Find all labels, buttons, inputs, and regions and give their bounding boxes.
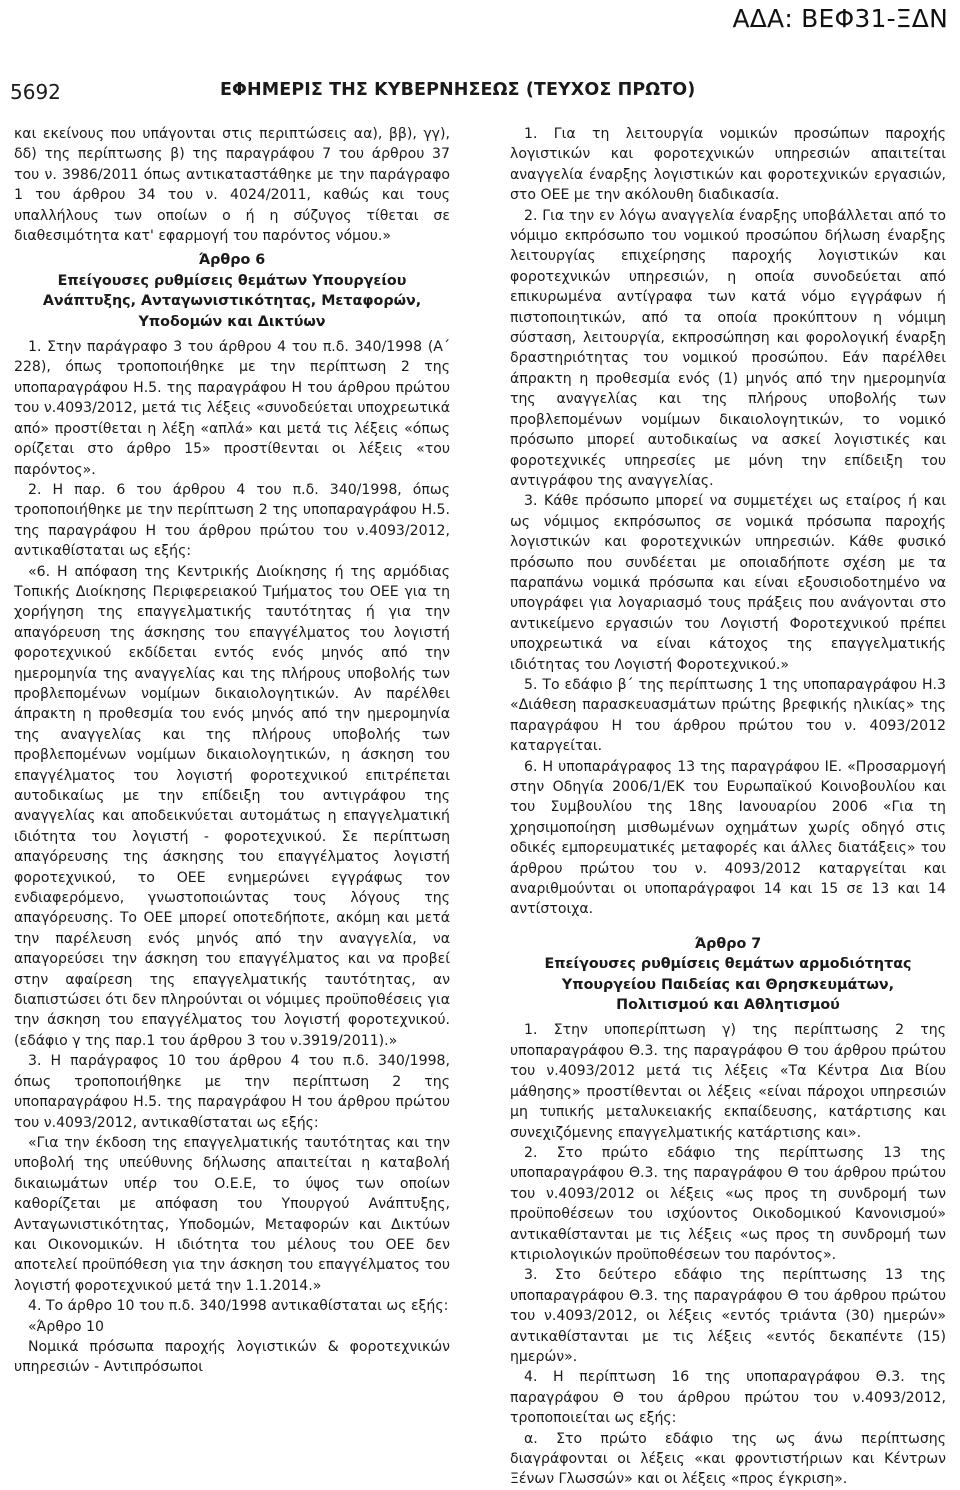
intro-paragraph: και εκείνους που υπάγονται στις περιπτώσεις αα), ββ), γγ), δδ) της περίπτωσης β) της παραγράφου 7 του άρθρου 37 του ν. 3986/2011 όπως αντικαταστάθηκε με την παράγραφο 1 του άρθρου 34 του ν. 4024/2011, καθώς και τους υπαλλήλους των οποίων ο ή η σύζυγος τίθεται σε διαθεσιμότητα κατ' εφαρμογή του παρόντος νόμου.»	[14, 126, 450, 245]
paragraph: 4. Το άρθρο 10 του π.δ. 340/1998 αντικαθίσταται ως εξής:	[28, 1298, 449, 1315]
article-7-title-line1: Επείγουσες ρυθμίσεις θεμάτων αρμοδιότητας	[544, 956, 912, 973]
paragraph: 3. Η παράγραφος 10 του άρθρου 4 του π.δ. 340/1998, όπως τροποποιήθηκε με την περίπτωση 2 της υποπαραγράφου Η.5. της παραγράφου Η του άρθρου πρώτου του ν.4093/2012, αντικαθίσταται ως εξής:	[14, 1053, 450, 1131]
paragraph: 6. Η υποπαράγραφος 13 της παραγράφου ΙΕ. «Προσαρμογή στην Οδηγία 2006/1/ΕΚ του Ευρωπαϊκού Κοινοβουλίου και του Συμβουλίου της 18ης Ιανουαρίου 2006 «Για τη χρησιμοποίηση μισθωμένων οχημάτων χωρίς οδηγό στις οδικές εμπορευματικές μεταφορές και άλλες διατάξεις» του άρθρου πρώτου του ν. 4093/2012 καταργείται και αναριθμούνται οι υποπαράγραφοι 14 και 15 σε 13 και 14 αντίστοιχα.	[510, 758, 946, 918]
paragraph: 4. Η περίπτωση 16 της υποπαραγράφου Θ.3. της παραγράφου Θ του άρθρου πρώτου του ν.4093/2012, τροποποιείται ως εξής:	[510, 1369, 946, 1427]
paragraph: 1. Στην παράγραφο 3 του άρθρου 4 του π.δ. 340/1998 (Α΄ 228), όπως τροποποιήθηκε με την περίπτωση 2 της υποπαραγράφου Η.5. της παραγράφου Η του άρθρου πρώτου του ν.4093/2012, μετά τις λέξεις «συνοδεύεται υποχρεωτικά από» προστίθεται η λέξη «απλά» και μετά τις λέξεις «όπως ορίζεται στο άρθρο 15» προστίθενται οι λέξεις «του παρόντος».	[14, 339, 450, 478]
article-6-heading	[14, 250, 450, 332]
article-7-title-line2: Υπουργείου Παιδείας και Θρησκευμάτων,	[561, 976, 895, 993]
right-column	[510, 124, 946, 1490]
article-7-title-line3: Πολιτισμού και Αθλητισμού	[616, 997, 840, 1014]
paragraph: 3. Στο δεύτερο εδάφιο της περίπτωσης 13 της υποπαραγράφου Θ.3. της παραγράφου Θ του άρθρου πρώτου του ν.4093/2012, οι λέξεις «εντός τριάντα (30) ημερών» αντικαθίστανται με τις λέξεις «εντός δεκαπέντε (15) ημερών».	[510, 1267, 946, 1365]
ada-identifier: ΑΔΑ: ΒΕΦ31-ΞΔΝ	[732, 4, 948, 33]
paragraph: 2. Στο πρώτο εδάφιο της περίπτωσης 13 της υποπαραγράφου Θ.3. της παραγράφου Θ του άρθρου πρώτου του ν.4093/2012 οι λέξεις «ως προς τη συνδρομή των προϋποθέσεων του ισχύοντος Οικοδομικού Κανονισμού» αντικαθίστανται με τις λέξεις «ως προς τη συνδρομή των κτιριολογικών προϋποθέσεων του παρόντος».	[510, 1144, 946, 1263]
quoted-article-number: «Άρθρο 10	[28, 1318, 104, 1335]
quoted-paragraph: «Για την έκδοση της επαγγελματικής ταυτότητας και την υποβολή της υπεύθυνης δήλωσης απαιτείται η καταβολή δικαιωμάτων υπέρ του Ο.Ε.Ε, το ύψος των οποίων καθορίζεται με απόφαση του Υπουργού Ανάπτυξης, Ανταγωνιστικότητας, Υποδομών, Μεταφορών και Δικτύων και Οικονομικών. Η ιδιότητα του μέλους του ΟΕΕ δεν αποτελεί προϋπόθεση για την άσκηση του επαγγέλματος του λογιστή φοροτεχνικού μετά την 1.1.2014.»	[14, 1134, 450, 1294]
paragraph: 1. Για τη λειτουργία νομικών προσώπων παροχής λογιστικών και φοροτεχνικών υπηρεσιών απαιτείται αναγγελία έναρξης λογιστικών και φοροτεχνικών εργασιών, στο ΟΕΕ με την ακόλουθη διαδικασία.	[510, 126, 946, 204]
gazette-title: ΕΦΗΜΕΡΙΣ ΤΗΣ ΚΥΒΕΡΝΗΣΕΩΣ (ΤΕΥΧΟΣ ΠΡΩΤΟ)	[220, 80, 696, 100]
paragraph: α. Στο πρώτο εδάφιο της ως άνω περίπτωσης διαγράφονται οι λέξεις «και φροντιστήριων και Κέντρων Ξένων Γλωσσών» και οι λέξεις «προς έγκριση».	[510, 1430, 946, 1488]
page-header	[0, 80, 960, 108]
article-6-title-line3: Υποδομών και Δικτύων	[138, 313, 326, 330]
paragraph: 2. Η παρ. 6 του άρθρου 4 του π.δ. 340/1998, όπως τροποποιήθηκε με την περίπτωση 2 της υποπαραγράφου Η.5. της παραγράφου Η του άρθρου πρώτου του ν.4093/2012, αντικαθίσταται ως εξής:	[14, 481, 450, 560]
paragraph: 2. Για την εν λόγω αναγγελία έναρξης υποβάλλεται από το νόμιμο εκπρόσωπο του νομικού προσώπου δήλωση έναρξης λειτουργίας επιχείρησης παροχής λογιστικών και φοροτεχνικών υπηρεσιών, η οποία συνοδεύεται από επικυρωμένα αντίγραφα των κατά νόμο εγγράφων ή πιστοποιητικών, από τα οποία προκύπτουν η νόμιμη σύσταση, λειτουργία, εκπροσώπηση και φορολογική έναρξη δραστηριότητας του νομικού προσώπου. Εάν παρέλθει άπρακτη η προθεσμία ενός (1) μηνός από την ημερομηνία της αναγγελίας και της πλήρους υποβολής των προβλεπομένων νομίμων δικαιολογητικών, το νομικό πρόσωπο μπορεί αυτοδικαίως να ασκεί λογιστικές και φοροτεχνικές υπηρεσίες με μόνη την επίδειξη του αντιγράφου της αναγγελίας.	[510, 207, 946, 489]
article-7-number: Άρθρο 7	[694, 935, 762, 952]
article-6-title-line2: Ανάπτυξης, Ανταγωνιστικότητας, Μεταφορών,	[42, 293, 422, 310]
quoted-article-title: Νομικά πρόσωπα παροχής λογιστικών & φοροτεχνικών υπηρεσιών - Αντιπρόσωποι	[14, 1338, 450, 1376]
left-column	[14, 124, 450, 1378]
article-6-number: Άρθρο 6	[198, 252, 266, 269]
paragraph: 5. Το εδάφιο β΄ της περίπτωσης 1 της υποπαραγράφου Η.3 «Διάθεση παρασκευασμάτων πρώτης βρεφικής ηλικίας» της παραγράφου Η του άρθρου πρώτου του ν. 4093/2012 καταργείται.	[510, 676, 946, 755]
page-number: 5692	[10, 80, 61, 104]
article-7-heading	[510, 934, 946, 1016]
paragraph: 3. Κάθε πρόσωπο μπορεί να συμμετέχει ως εταίρος ή και ως νόμιμος εκπρόσωπος σε νομικά πρόσωπα παροχής λογιστικών και φοροτεχνικών υπηρεσιών. Κάθε φυσικό πρόσωπο που συνδέεται με οποιαδήποτε σχέση με τα παραπάνω νομικά πρόσωπα και είναι εξουσιοδοτημένο να υπογράφει για λογαριασμό τους πράξεις που ανάγονται στο αντικείμενο εργασιών του Λογιστή Φοροτεχνικού πρέπει υποχρεωτικά να είναι κάτοχος της επαγγελματικής ιδιότητας του Λογιστή Φοροτεχνικού.»	[510, 493, 946, 673]
paragraph: 1. Στην υποπερίπτωση γ) της περίπτωσης 2 της υποπαραγράφου Θ.3. της παραγράφου Θ του άρθρου πρώτου του ν.4093/2012 μετά τις λέξεις «Τα Κέντρα Δια Βίου μάθησης» προστίθενται οι λέξεις «είναι πάροχοι υπηρεσιών μη τυπικής μεταλυκειακής εκπαίδευσης, κατάρτισης και συνεχιζόμενης επαγγελματικής κατάρτισης και».	[510, 1022, 946, 1141]
article-6-title-line1: Επείγουσες ρυθμίσεις θεμάτων Υπουργείου	[57, 272, 407, 289]
quoted-paragraph: «6. Η απόφαση της Κεντρικής Διοίκησης ή της αρμόδιας Τοπικής Διοίκησης Περιφερειακού Τμήματος του ΟΕΕ για τη χορήγηση της επαγγελματικής ταυτότητας ή για την απαγόρευση της άσκησης του επαγγέλματος του λογιστή φοροτεχνικού εκδίδεται εντός ενός μηνός από την ημερομηνία της αναγγελίας και της πλήρους υποβολής των προβλεπομένων νομίμων δικαιολογητικών. Αν παρέλθει άπρακτη η προθεσμία του ενός μηνός από την ημερομηνία της αναγγελίας και της πλήρους υποβολής των προβλεπομένων νομίμων δικαιολογητικών, η άσκηση του επαγγέλματος του λογιστή φοροτεχνικού επιτρέπεται αυτοδικαίως με την επίδειξη του αντιγράφου της αναγγελίας και αποδεικνύεται αυτομάτως η επαγγελματική ιδιότητα του λογιστή - φοροτεχνικού. Σε περίπτωση απαγόρευσης της άσκησης του επαγγέλματος λογιστή φοροτεχνικού, το ΟΕΕ ενημερώνει εγγράφως τον ενδιαφερόμενο, γνωστοποιώντας τους λόγους της απαγόρευσης. Το ΟΕΕ μπορεί οποτεδήποτε, ακόμη και μετά την παρέλευση ενός μηνός από την αναγγελία, να απαγορεύσει την άσκηση του επαγγέλματος και να προβεί στην αφαίρεση της επαγγελματικής ταυτότητας, αν διαπιστώσει ότι δεν πληρούνται οι νόμιμες προϋποθέσεις για την άσκηση του επαγγέλματος του λογιστή φοροτεχνικού. (εδάφιο γ της παρ.1 του άρθρου 3 του ν.3919/2011).»	[14, 563, 450, 1049]
